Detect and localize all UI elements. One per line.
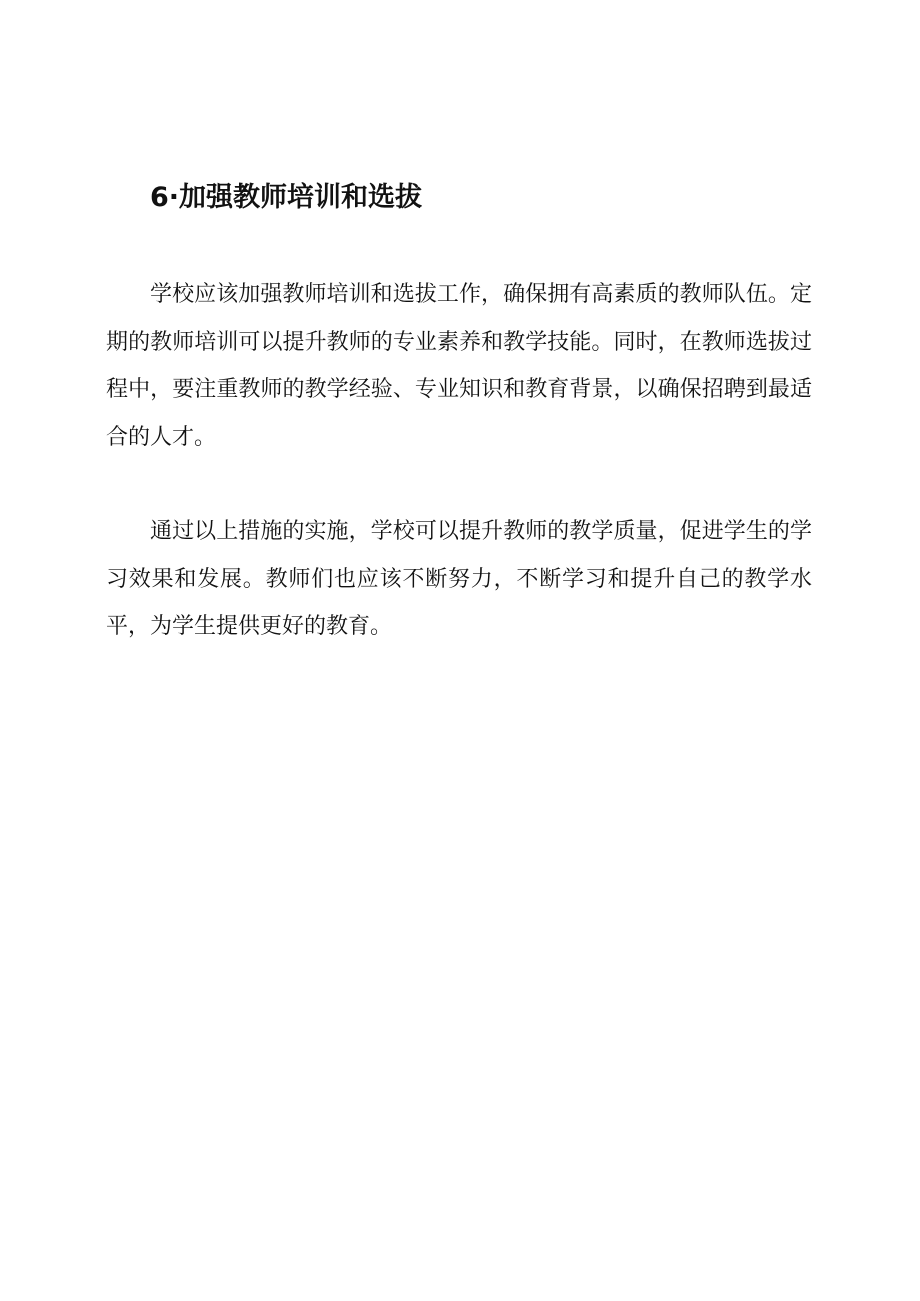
- paragraph-teacher-training: 学校应该加强教师培训和选拔工作，确保拥有高素质的教师队伍。定期的教师培训可以提升教师的专业素养和教学技能。同时，在教师选拔过程中，要注重教师的教学经验、专业知识和教育背景，以确保招聘到最适合的人才。: [106, 282, 812, 450]
- section-heading: 6·加强教师培训和选拔: [150, 182, 423, 213]
- paragraph-conclusion: 通过以上措施的实施，学校可以提升教师的教学质量，促进学生的学习效果和发展。教师们也应该不断努力，不断学习和提升自己的教学水平，为学生提供更好的教育。: [106, 519, 812, 639]
